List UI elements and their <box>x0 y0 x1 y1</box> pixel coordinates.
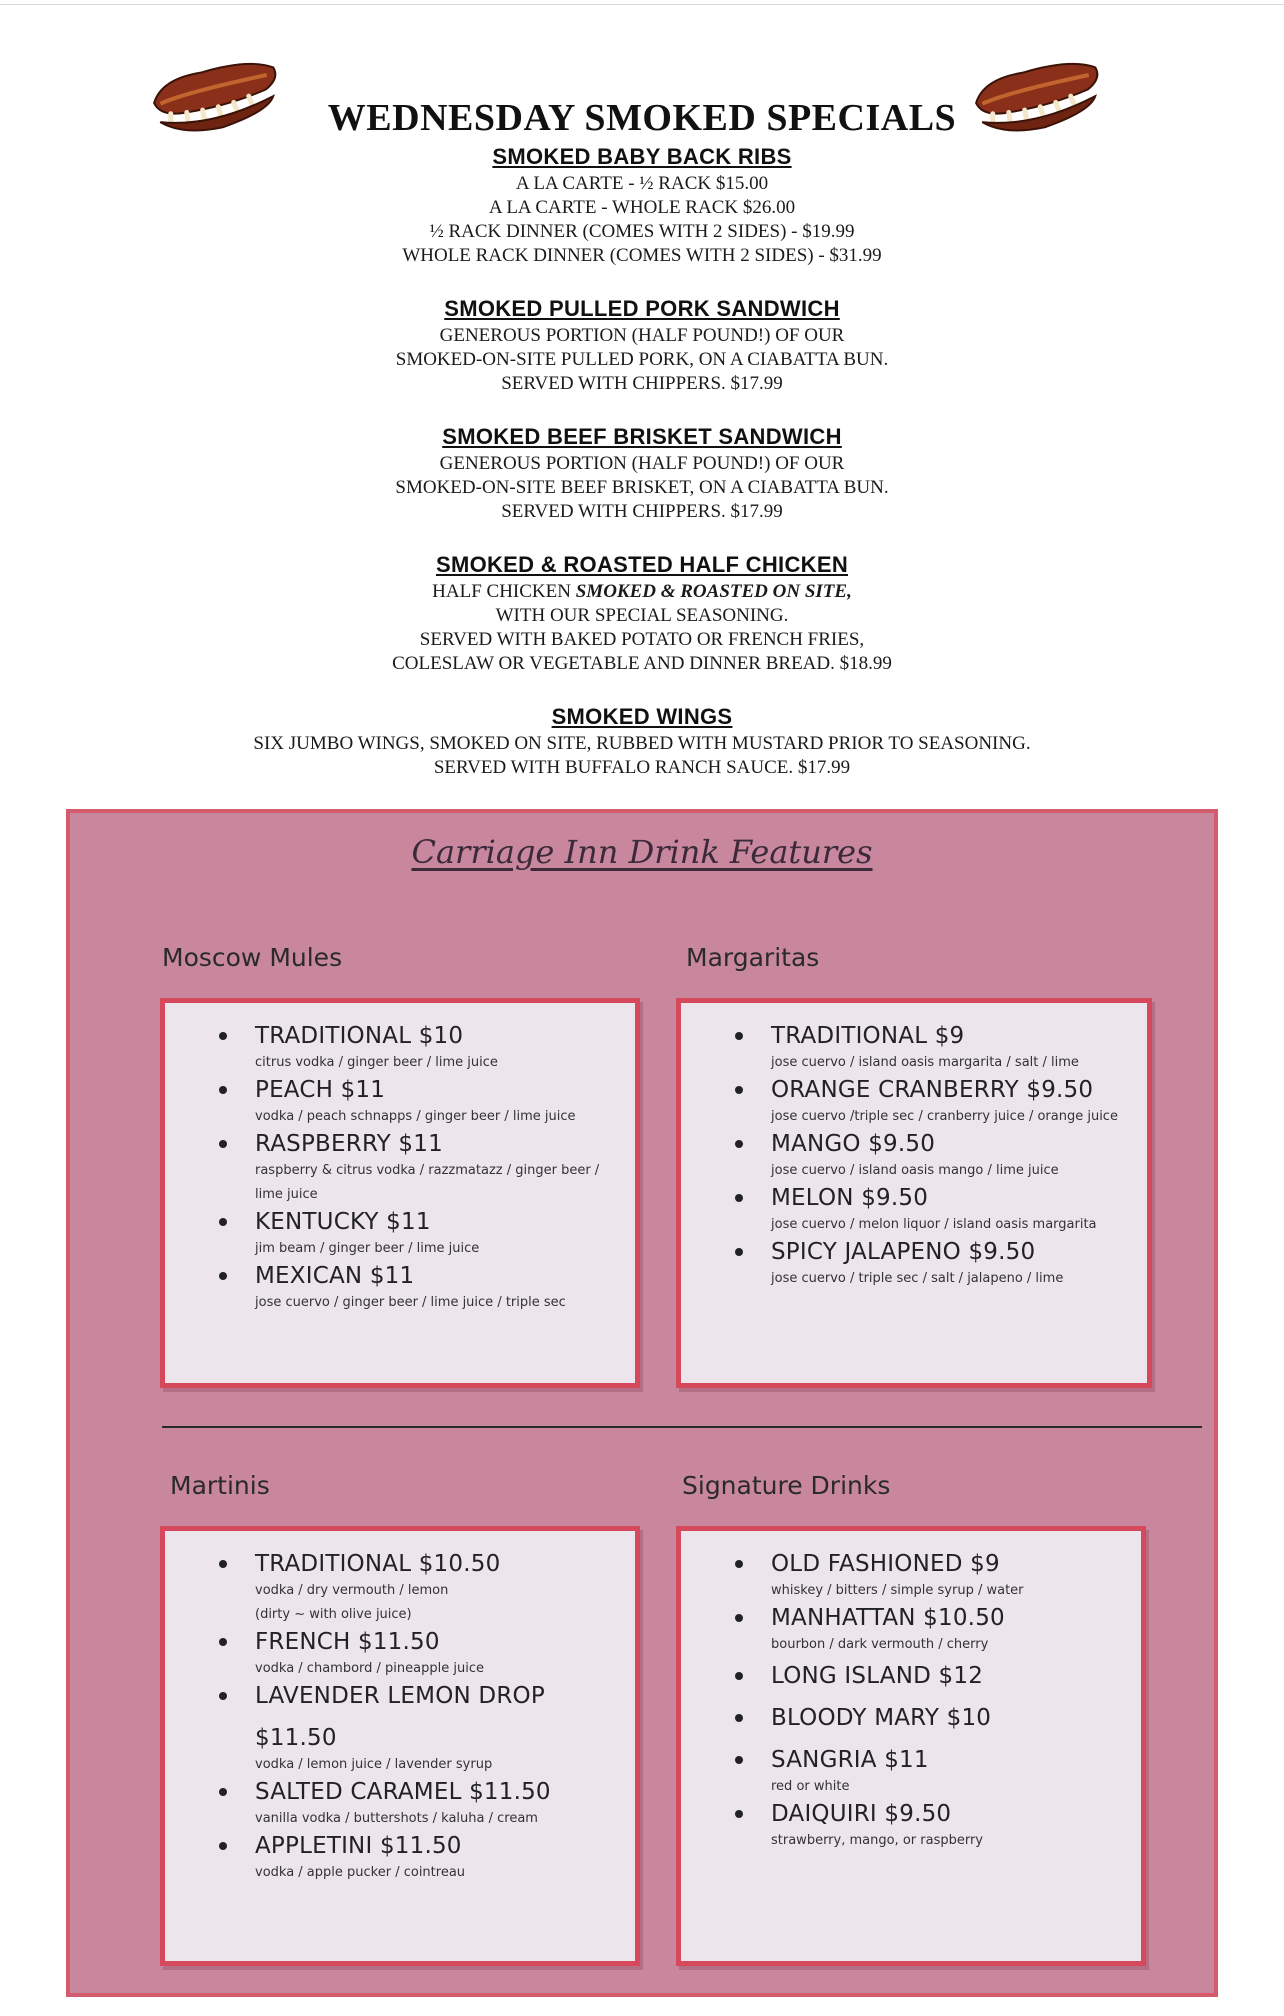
group-title-margaritas: Margaritas <box>686 943 820 972</box>
list-item <box>165 1261 635 1315</box>
list-item <box>681 1075 1147 1129</box>
bullet-icon <box>735 1140 743 1148</box>
drink-name: RASPBERRY $11 <box>255 1131 443 1157</box>
special-line: WITH OUR SPECIAL SEASONING. <box>495 605 789 626</box>
list-item <box>165 1549 635 1627</box>
special-line: SIX JUMBO WINGS, SMOKED ON SITE, RUBBED WITH MUSTARD PRIOR TO SEASONING. <box>253 733 1031 754</box>
bullet-icon <box>735 1614 743 1622</box>
drink-desc: raspberry & citrus vodka / razzmatazz / ginger beer / <box>255 1163 600 1178</box>
list-item <box>165 1207 635 1261</box>
list-item <box>681 1183 1147 1237</box>
bullet-icon <box>735 1672 743 1680</box>
bullet-icon <box>735 1248 743 1256</box>
drink-name: SPICY JALAPENO $9.50 <box>771 1239 1036 1265</box>
drink-desc: jose cuervo /triple sec / cranberry juice / orange juice <box>771 1109 1118 1124</box>
special-brisket <box>0 422 1284 524</box>
special-title: SMOKED & ROASTED HALF CHICKEN <box>435 552 849 577</box>
list-item <box>681 1549 1141 1603</box>
bullet-icon <box>219 1218 227 1226</box>
special-title: SMOKED PULLED PORK SANDWICH <box>444 296 840 321</box>
drink-name: LONG ISLAND $12 <box>771 1663 984 1689</box>
drink-features-panel <box>66 809 1218 1997</box>
drink-name: ORANGE CRANBERRY $9.50 <box>771 1077 1094 1103</box>
special-wings <box>0 702 1284 780</box>
page-title: WEDNESDAY SMOKED SPECIALS <box>327 97 957 139</box>
bullet-icon <box>735 1560 743 1568</box>
special-line: SERVED WITH BUFFALO RANCH SAUCE. $17.99 <box>433 757 851 778</box>
drink-name: APPLETINI $11.50 <box>255 1833 462 1859</box>
group-title-moscow-mules: Moscow Mules <box>162 943 343 972</box>
special-line: WHOLE RACK DINNER (COMES WITH 2 SIDES) - $31.99 <box>402 245 882 266</box>
special-line: SERVED WITH CHIPPERS. $17.99 <box>501 501 783 522</box>
list-item <box>165 1777 635 1831</box>
card-signature-drinks <box>676 1526 1146 1966</box>
list-item <box>165 1021 635 1075</box>
drink-desc: citrus vodka / ginger beer / lime juice <box>255 1055 498 1070</box>
drink-desc: vanilla vodka / buttershots / kaluha / cream <box>255 1811 538 1826</box>
drink-features-title-text: Carriage Inn Drink Features <box>411 833 873 871</box>
special-title: SMOKED BABY BACK RIBS <box>492 144 792 169</box>
list-item <box>681 1661 1141 1691</box>
card-martinis <box>160 1526 640 1966</box>
drink-name: TRADITIONAL $10.50 <box>255 1551 501 1577</box>
bullet-icon <box>219 1788 227 1796</box>
special-line: A LA CARTE - WHOLE RACK $26.00 <box>488 197 796 218</box>
drink-name: SANGRIA $11 <box>771 1747 929 1773</box>
list-item <box>681 1237 1147 1291</box>
bullet-icon <box>735 1032 743 1040</box>
special-line: ½ RACK DINNER (COMES WITH 2 SIDES) - $19.99 <box>429 221 855 242</box>
drink-desc: vodka / chambord / pineapple juice <box>255 1661 484 1676</box>
drink-name: TRADITIONAL $9 <box>771 1023 965 1049</box>
drink-desc: jose cuervo / island oasis margarita / salt / lime <box>771 1055 1079 1070</box>
drink-name: OLD FASHIONED $9 <box>771 1551 1000 1577</box>
special-line: SMOKED-ON-SITE PULLED PORK, ON A CIABATTA BUN. <box>395 349 889 370</box>
special-title: SMOKED WINGS <box>551 704 733 729</box>
bullet-icon <box>219 1140 227 1148</box>
drink-name: MELON $9.50 <box>771 1185 929 1211</box>
drink-desc: vodka / peach schnapps / ginger beer / lime juice <box>255 1109 576 1124</box>
special-line <box>0 580 1284 604</box>
drink-name: MANGO $9.50 <box>771 1131 936 1157</box>
bullet-icon <box>219 1692 227 1700</box>
drink-desc: vodka / apple pucker / cointreau <box>255 1865 466 1880</box>
special-title: SMOKED BEEF BRISKET SANDWICH <box>442 424 842 449</box>
drink-name: MANHATTAN $10.50 <box>771 1605 1005 1631</box>
bullet-icon <box>735 1086 743 1094</box>
top-rule <box>0 4 1284 5</box>
drink-desc: lime juice <box>255 1187 318 1202</box>
drink-name: KENTUCKY $11 <box>255 1209 431 1235</box>
list-item <box>681 1703 1141 1733</box>
list-item <box>165 1681 635 1777</box>
bullet-icon <box>219 1086 227 1094</box>
special-line-emphasis: SMOKED & ROASTED ON SITE, <box>575 581 852 602</box>
list-item <box>681 1021 1147 1075</box>
bullet-icon <box>219 1272 227 1280</box>
bullet-icon <box>735 1756 743 1764</box>
list-item <box>165 1075 635 1129</box>
bullet-icon <box>735 1194 743 1202</box>
group-title-signature-drinks: Signature Drinks <box>682 1471 891 1500</box>
bullet-icon <box>219 1638 227 1646</box>
drink-desc: jose cuervo / island oasis mango / lime juice <box>771 1163 1059 1178</box>
drink-desc: vodka / lemon juice / lavender syrup <box>255 1757 493 1772</box>
list-item <box>165 1831 635 1885</box>
list-item <box>165 1627 635 1681</box>
bullet-icon <box>735 1810 743 1818</box>
special-line: SERVED WITH BAKED POTATO OR FRENCH FRIES, <box>419 629 865 650</box>
special-line: SERVED WITH CHIPPERS. $17.99 <box>501 373 783 394</box>
special-line: GENEROUS PORTION (HALF POUND!) OF OUR <box>439 453 845 474</box>
drink-name: PEACH $11 <box>255 1077 386 1103</box>
drink-desc: whiskey / bitters / simple syrup / water <box>771 1583 1024 1598</box>
drink-desc: jose cuervo / ginger beer / lime juice / triple sec <box>255 1295 566 1310</box>
drink-desc: jim beam / ginger beer / lime juice <box>255 1241 480 1256</box>
bullet-icon <box>219 1560 227 1568</box>
drink-name: BLOODY MARY $10 <box>771 1705 992 1731</box>
bullet-icon <box>735 1714 743 1722</box>
bullet-icon <box>219 1842 227 1850</box>
special-line-prefix: HALF CHICKEN <box>432 581 576 602</box>
list-item <box>681 1799 1141 1853</box>
section-divider <box>162 1426 1202 1428</box>
group-title-martinis: Martinis <box>170 1471 270 1500</box>
special-line: A LA CARTE - ½ RACK $15.00 <box>515 173 769 194</box>
drink-desc: jose cuervo / melon liquor / island oasis margarita <box>771 1217 1097 1232</box>
specials-list <box>0 142 1284 780</box>
drink-desc: jose cuervo / triple sec / salt / jalapeno / lime <box>771 1271 1064 1286</box>
drink-desc: vodka / dry vermouth / lemon <box>255 1583 449 1598</box>
list-item <box>681 1745 1141 1799</box>
special-ribs <box>0 142 1284 268</box>
drink-desc: red or white <box>771 1779 850 1794</box>
drink-desc: strawberry, mango, or raspberry <box>771 1833 983 1848</box>
drink-name: SALTED CARAMEL $11.50 <box>255 1779 551 1805</box>
bullet-icon <box>219 1032 227 1040</box>
list-item <box>681 1129 1147 1183</box>
drink-desc: bourbon / dark vermouth / cherry <box>771 1637 989 1652</box>
card-margaritas <box>676 998 1152 1388</box>
drink-features-title <box>70 833 1214 871</box>
drink-name: LAVENDER LEMON DROP <box>255 1683 545 1709</box>
list-item <box>681 1603 1141 1657</box>
drink-name: MEXICAN $11 <box>255 1263 415 1289</box>
drink-name: DAIQUIRI $9.50 <box>771 1801 952 1827</box>
card-moscow-mules <box>160 998 640 1388</box>
drink-name: TRADITIONAL $10 <box>255 1023 464 1049</box>
special-line: SMOKED-ON-SITE BEEF BRISKET, ON A CIABATTA BUN. <box>395 477 889 498</box>
special-chicken <box>0 550 1284 676</box>
drink-price: $11.50 <box>255 1725 337 1751</box>
special-pulled-pork <box>0 294 1284 396</box>
list-item <box>165 1129 635 1207</box>
drink-desc: (dirty ~ with olive juice) <box>255 1607 412 1622</box>
drink-name: FRENCH $11.50 <box>255 1629 440 1655</box>
special-line: COLESLAW OR VEGETABLE AND DINNER BREAD. $18.99 <box>392 653 892 674</box>
special-line: GENEROUS PORTION (HALF POUND!) OF OUR <box>439 325 845 346</box>
